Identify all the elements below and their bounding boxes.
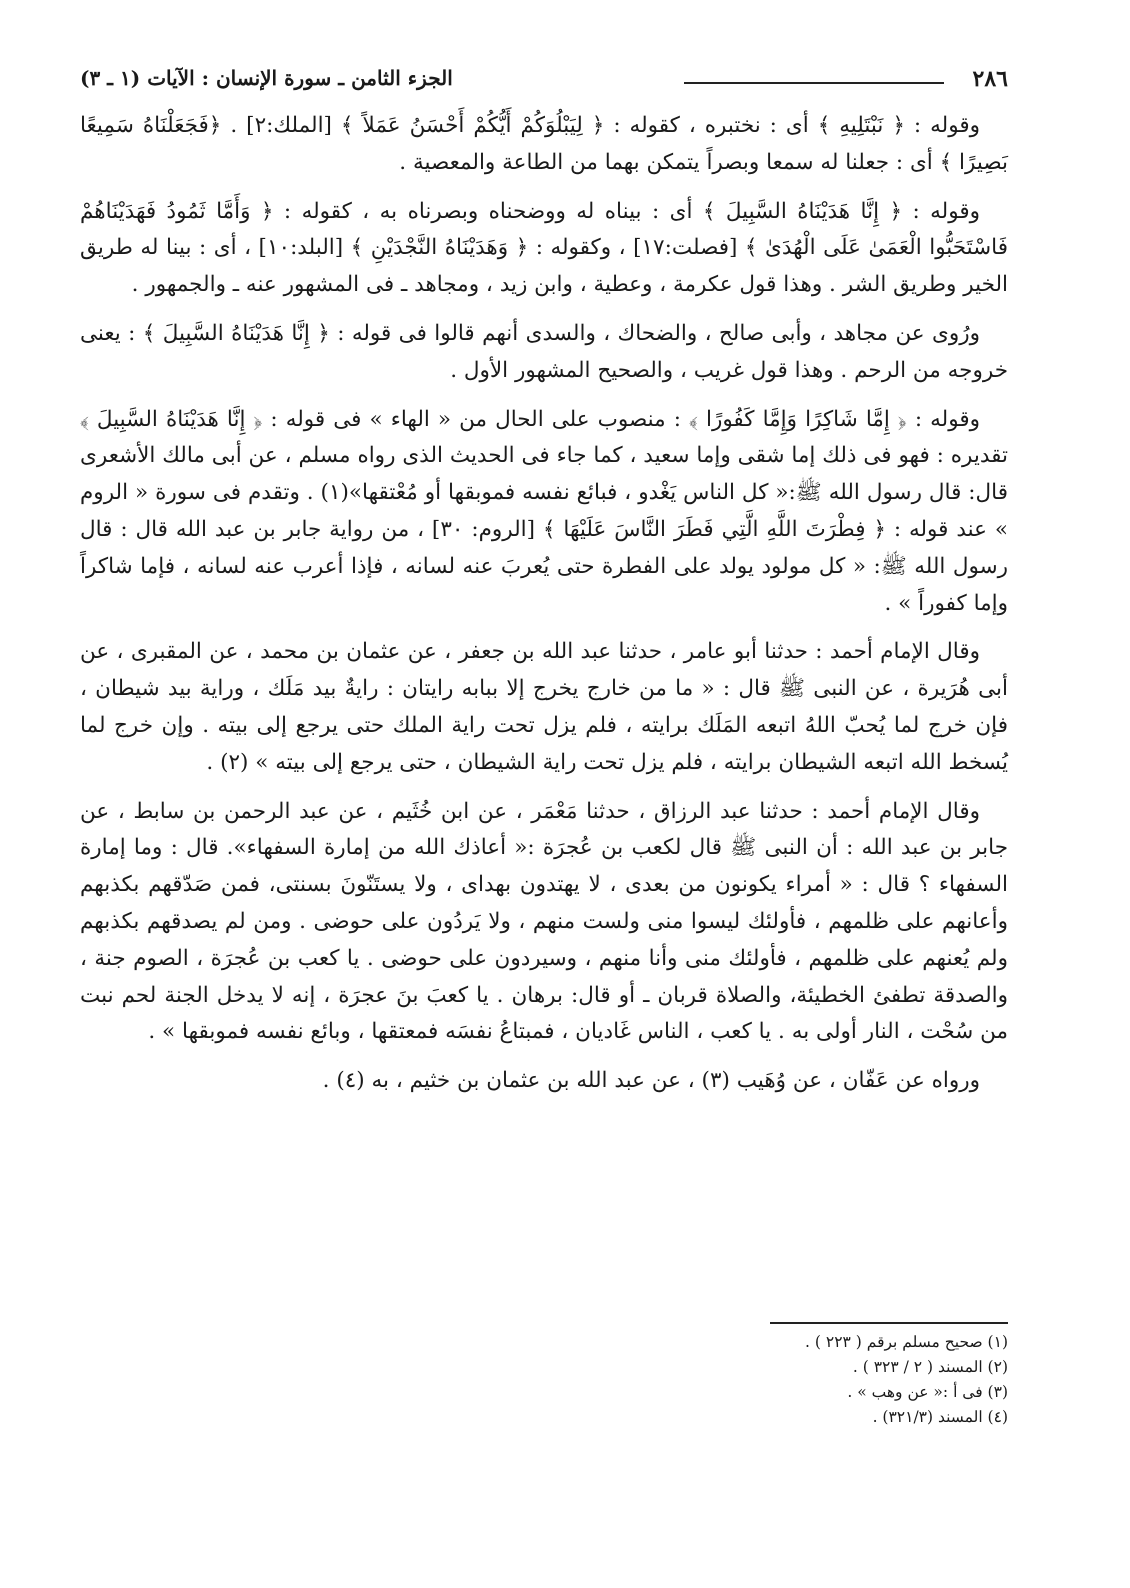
running-title: الجزء الثامن ـ سورة الإنسان : الآيات (١ ـ ٣) bbox=[80, 66, 453, 90]
paragraph-1: وقوله : ﴿ نَبْتَلِيهِ ﴾ أى : نختبره ، كقوله : ﴿ لِيَبْلُوَكُمْ أَيُّكُمْ أَحْسَنُ عَمَلاً ﴾ [الملك:٢] . ﴿فَجَعَلْنَاهُ سَمِيعًا بَصِيرًا ﴾ أى : جعلنا له سمعا وبصراً يتمكن بهما من الطاعة والمعصية . bbox=[80, 113, 1008, 175]
footnote-3: (٣) فى أ :« عن وهب » . bbox=[847, 1383, 1008, 1401]
page-body bbox=[80, 108, 1008, 1112]
paragraph-2: وقوله : ﴿ إِنَّا هَدَيْنَاهُ السَّبِيلَ ﴾ أى : بيناه له ووضحناه وبصرناه به ، كقوله : ﴿ وَأَمَّا ثَمُودُ فَهَدَيْنَاهُمْ فَاسْتَحَبُّوا الْعَمَىٰ عَلَى الْهُدَىٰ ﴾ [فصلت:١٧] ، وكقوله : ﴿ وَهَدَيْنَاهُ النَّجْدَيْنِ ﴾ [البلد:١٠] ، أى : بينا له طريق الخير وطريق الشر . وهذا قول عكرمة ، وعطية ، وابن زيد ، ومجاهد ـ فى المشهور عنه ـ والجمهور . bbox=[80, 198, 1009, 298]
header-rule bbox=[684, 82, 944, 84]
paragraph-7: ورواه عن عَفّان ، عن وُهَيب (٣) ، عن عبد الله بن عثمان بن خثيم ، به (٤) . bbox=[322, 1068, 980, 1094]
footnote-4: (٤) المسند (٣٢١/٣) . bbox=[872, 1408, 1008, 1426]
footnote-1: (١) صحيح مسلم برقم ( ٢٢٣ ) . bbox=[805, 1333, 1008, 1351]
page-number: ٢٨٦ bbox=[972, 66, 1008, 92]
paragraph-5: وقال الإمام أحمد : حدثنا أبو عامر ، حدثنا عبد الله بن جعفر ، عن عثمان بن محمد ، عن المقبرى ، عن أبى هُرَيرة ، عن النبى ﷺ قال : « ما من خارج يخرج إلا ببابه رايتان : رايةٌ بيد مَلَك ، وراية بيد شيطان ، فإن خرج لما يُحبّ اللهُ اتبعه المَلَك برايته ، فلم يزل تحت راية الملك حتى يرجع إلى بيته . وإن خرج لما يُسخط الله اتبعه الشيطان برايته ، فلم يزل تحت راية الشيطان ، حتى يرجع إلى بيته » (٢) . bbox=[80, 639, 1008, 775]
paragraph-6: وقال الإمام أحمد : حدثنا عبد الرزاق ، حدثنا مَعْمَر ، عن ابن خُثَيم ، عن عبد الرحمن بن سابط ، عن جابر بن عبد الله : أن النبى ﷺ قال لكعب بن عُجرَة :« أعاذك الله من إمارة السفهاء». قال : وما إمارة السفهاء ؟ قال : « أمراء يكونون من بعدى ، لا يهتدون بهداى ، ولا يستَنّونَ بسنتى، فمن صَدّقهم بكذبهم وأعانهم على ظلمهم ، فأولئك ليسوا منى ولست منهم ، ولا يَردُون على حوضى . ومن لم يصدقهم بكذبهم ولم يُعنهم على ظلمهم ، فأولئك منى وأنا منهم ، وسيردون على حوضى . يا كعب بن عُجرَة ، الصوم جنة ، والصدقة تطفئ الخطيئة، والصلاة قربان ـ أو قال: برهان . يا كعبَ بنَ عجرَة ، إنه لا يدخل الجنة لحم نبت من سُحْت ، النار أولى به . يا كعب ، الناس غَاديان ، فمبتاعُ نفسَه فمعتقها ، وبائع نفسه فموبقها » . bbox=[80, 798, 1008, 1045]
book-page bbox=[80, 66, 1009, 1094]
paragraph-4: وقوله : ﴿ إِمَّا شَاكِرًا وَإِمَّا كَفُورًا ﴾ : منصوب على الحال من « الهاء » فى قوله : ﴿ إِنَّا هَدَيْنَاهُ السَّبِيلَ ﴾ تقديره : فهو فى ذلك إما شقى وإما سعيد ، كما جاء فى الحديث الذى رواه مسلم ، عن أبى مالك الأشعرى قال: قال رسول الله ﷺ:« كل الناس يَغْدو ، فبائع نفسه فموبقها أو مُعْتقها»(١) . وتقدم فى سورة « الروم » عند قوله : ﴿ فِطْرَتَ اللَّهِ الَّتِي فَطَرَ النَّاسَ عَلَيْهَا ﴾ [الروم: ٣٠] ، من رواية جابر بن عبد الله قال : قال رسول الله ﷺ: « كل مولود يولد على الفطرة حتى يُعربَ عنه لسانه ، فإذا أعرب عنه لسانه ، فإما شاكراً وإما كفوراً » . bbox=[80, 406, 1008, 616]
paragraph-3: ورُوى عن مجاهد ، وأبى صالح ، والضحاك ، والسدى أنهم قالوا فى قوله : ﴿ إِنَّا هَدَيْنَاهُ السَّبِيلَ ﴾ : يعنى خروجه من الرحم . وهذا قول غريب ، والصحيح المشهور الأول . bbox=[80, 320, 1008, 383]
footnotes bbox=[588, 1322, 1008, 1430]
page-header bbox=[80, 66, 1008, 100]
footnote-2: (٢) المسند ( ٢ / ٣٢٣ ) . bbox=[852, 1358, 1008, 1376]
footnote-rule bbox=[770, 1322, 1008, 1324]
